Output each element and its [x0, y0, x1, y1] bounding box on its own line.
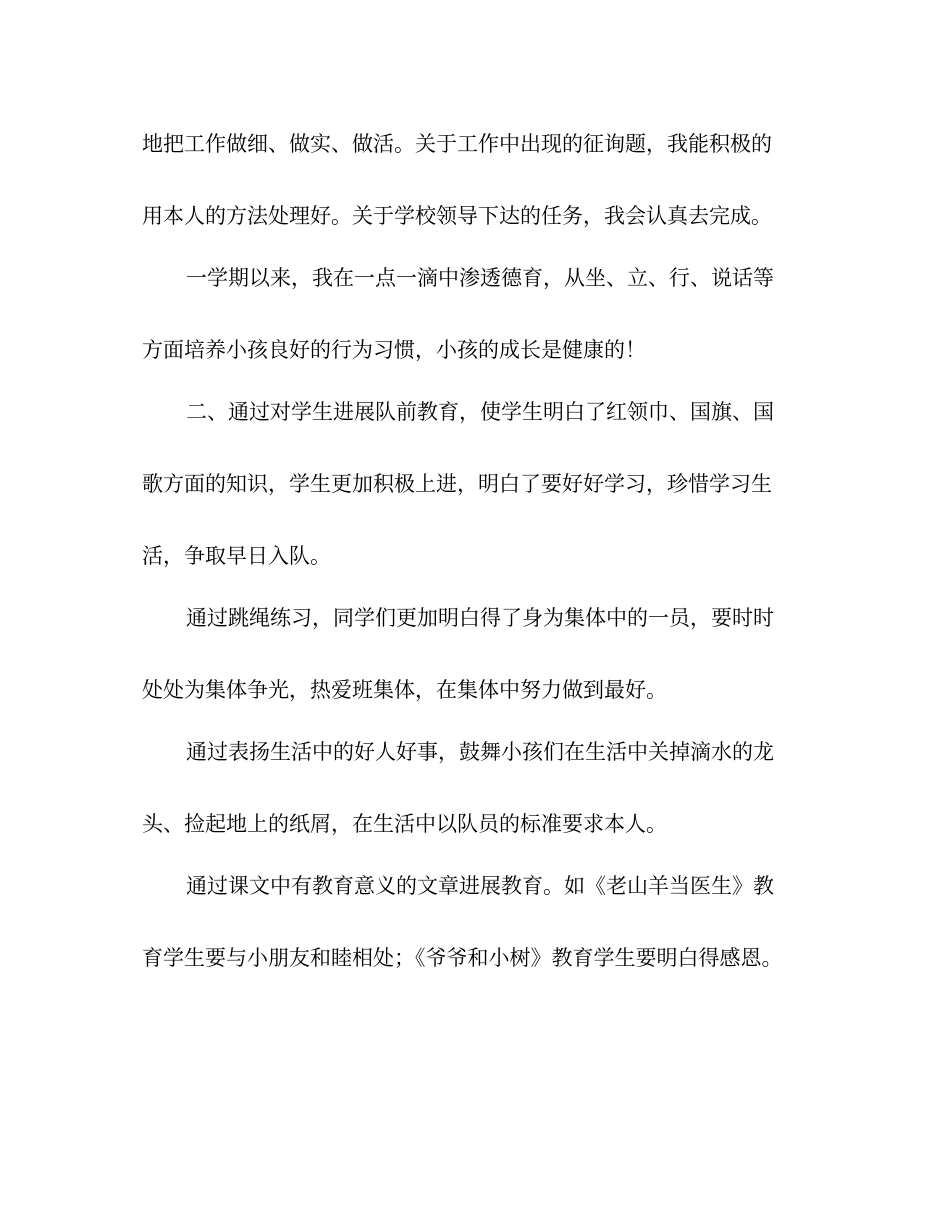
text-line: 方面培养小孩良好的行为习惯，小孩的成长是健康的！: [142, 338, 646, 362]
text-line: 用本人的方法处理好。关于学校领导下达的任务，我会认真去完成。: [142, 204, 772, 228]
paragraph-start-line: 通过表扬生活中的好人好事，鼓舞小孩们在生活中关掉滴水的龙: [186, 740, 774, 764]
text-line: 地把工作做细、做实、做活。关于工作中出现的征询题，我能积极的: [142, 132, 772, 156]
paragraph-start-line: 二、通过对学生进展队前教育，使学生明白了红领巾、国旗、国: [186, 400, 774, 424]
paragraph-start-line: 一学期以来，我在一点一滴中渗透德育，从坐、立、行、说话等: [186, 266, 774, 290]
paragraph-start-line: 通过课文中有教育意义的文章进展教育。如《老山羊当医生》教: [186, 874, 774, 898]
paragraph-start-line: 通过跳绳练习，同学们更加明白得了身为集体中的一员，要时时: [186, 606, 774, 630]
text-line: 育学生要与小朋友和睦相处；《爷爷和小树》教育学生要明白得感恩。: [142, 946, 783, 970]
text-line: 处处为集体争光，热爱班集体，在集体中努力做到最好。: [142, 678, 667, 702]
text-line: 活，争取早日入队。: [142, 544, 331, 568]
text-line: 歌方面的知识，学生更加积极上进，明白了要好好学习，珍惜学习生: [142, 472, 772, 496]
text-line: 头、捡起地上的纸屑，在生活中以队员的标准要求本人。: [142, 812, 667, 836]
